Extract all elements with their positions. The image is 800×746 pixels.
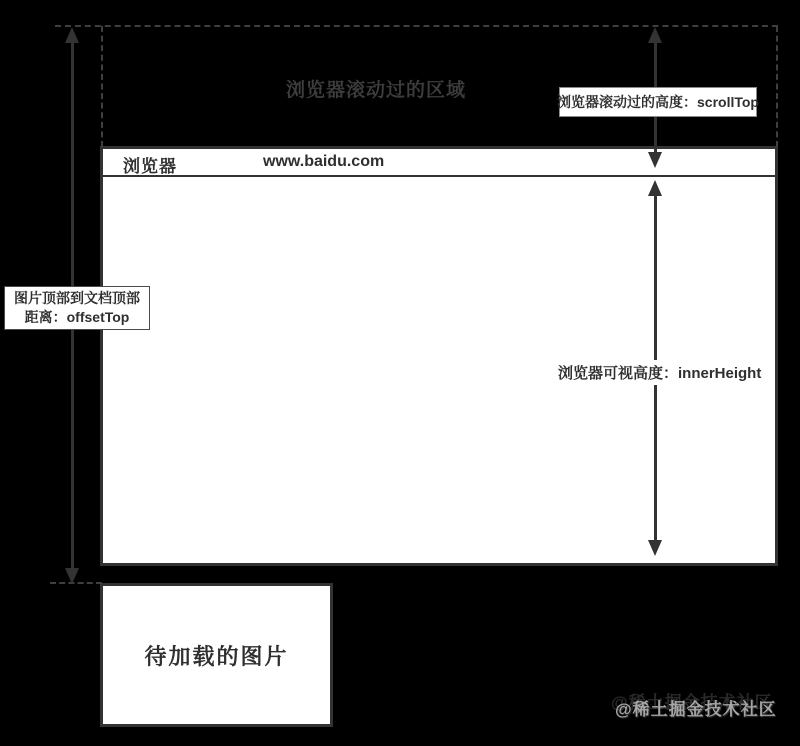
scrolled-area-right-dashed-line [776,26,778,147]
offsettop-label-line1: 图片顶部到文档顶部 [14,290,140,306]
scrolled-area-left-dashed-line [101,26,103,147]
arrow-down-icon [65,568,79,584]
scrolled-area-caption: 浏览器滚动过的区域 [285,80,466,101]
arrow-up-icon [648,180,662,196]
arrow-up-icon [65,27,79,43]
browser-address-text: www.baidu.com [263,153,385,170]
arrow-up-icon [648,27,662,43]
scrolltop-label: 浏览器滚动过的高度：scrollTop [559,87,757,117]
browser-titlebar [103,149,775,177]
offsettop-label-line2: 距离：offsetTop [24,309,130,325]
pending-image-box [100,583,333,727]
innerheight-label: 浏览器可视高度：innerHeight [552,360,767,385]
browser-title: 浏览器 [123,157,177,176]
document-top-dashed-line [55,25,778,27]
browser-window [100,146,778,566]
offsettop-label [4,286,150,330]
arrow-down-icon [648,152,662,168]
watermark: @稀土掘金技术社区 [615,700,777,719]
pending-image-label: 待加载的图片 [144,643,289,669]
arrow-down-icon [648,540,662,556]
